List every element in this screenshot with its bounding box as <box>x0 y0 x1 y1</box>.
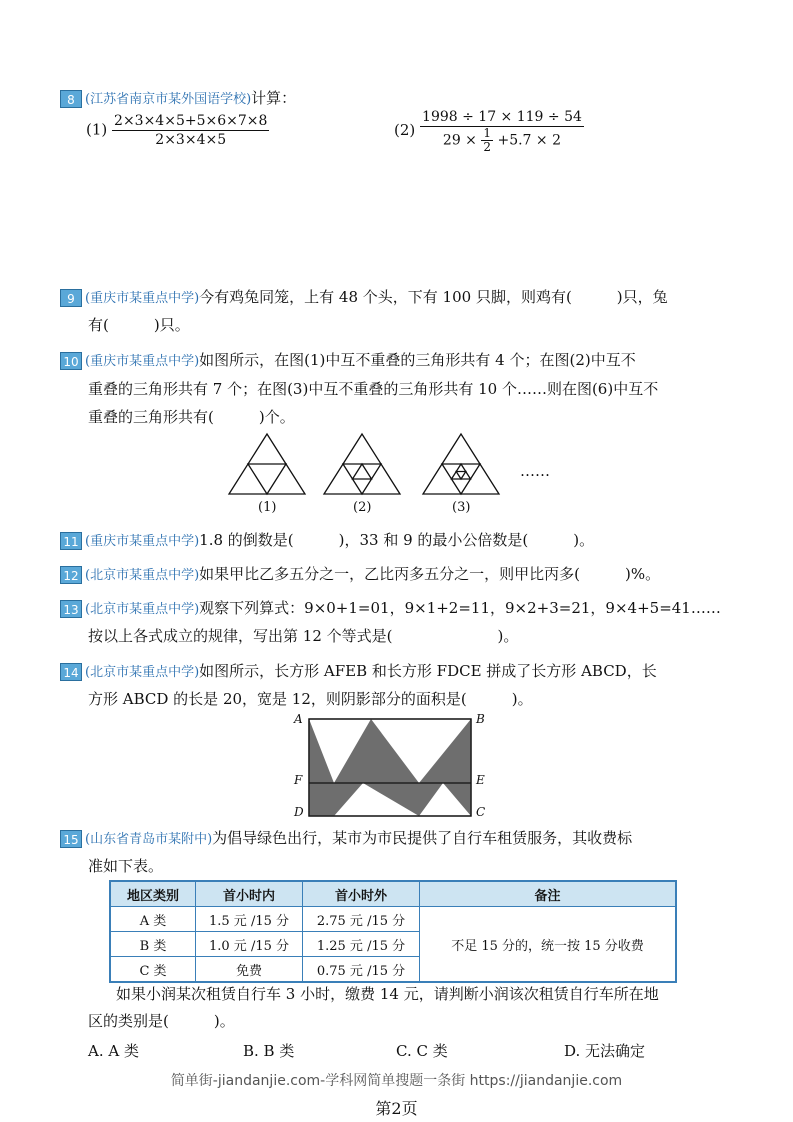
numerator: 1998 ÷ 17 × 119 ÷ 54 <box>422 109 582 125</box>
figure-label: (2) <box>353 500 372 515</box>
figure-label: (3) <box>452 500 471 515</box>
table-cell: 1.25 元 /15 分 <box>303 932 420 957</box>
page-number: 第2页 <box>375 1099 418 1118</box>
question-text: 观察下列算式：9×0+1=01，9×1+2=11，9×2+3=21，9×4+5=41…… <box>199 599 721 617</box>
point-label: A <box>294 712 303 726</box>
denominator: 29 × $\frac{1}{2}$ +5.7 × 2 <box>442 126 562 154</box>
point-label: C <box>476 805 486 819</box>
question-text: 如果小润某次租赁自行车 3 小时，缴费 14 元，请判断小润该次租赁自行车所在地 <box>116 985 659 1003</box>
table-note: 不足 15 分的，统一按 15 分收费 <box>420 907 677 983</box>
question-15 <box>60 828 632 850</box>
question-number: 8 <box>60 90 82 108</box>
question-text: 1.8 的倒数是( )，33 和 9 的最小公倍数是( )。 <box>199 531 595 549</box>
question-text: 为倡导绿色出行，某市为市民提供了自行车租赁服务，其收费标 <box>212 829 633 847</box>
figure-label: (1) <box>258 500 277 515</box>
option-a: A. A 类 <box>88 1042 139 1060</box>
question-number: 10 <box>60 352 82 370</box>
question-14 <box>60 661 657 683</box>
question-text: 有( )只。 <box>88 316 190 334</box>
table-cell: A 类 <box>110 907 196 932</box>
half-fraction: $\frac{1}{2}$ <box>483 126 492 154</box>
question-source: (北京市某重点中学) <box>85 568 200 583</box>
option-d: D. 无法确定 <box>564 1042 646 1060</box>
question-text: 重叠的三角形共有( )个。 <box>88 408 295 426</box>
table-header: 地区类别 <box>110 881 196 907</box>
question-source: (重庆市某重点中学) <box>85 291 200 306</box>
point-label: F <box>294 773 303 787</box>
question-number: 15 <box>60 830 82 848</box>
table-header: 备注 <box>420 881 677 907</box>
question-source: (北京市某重点中学) <box>85 602 200 617</box>
question-text: 重叠的三角形共有 7 个；在图(3)中互不重叠的三角形共有 10 个……则在图(6)中互不 <box>88 380 659 398</box>
table-cell: 1.0 元 /15 分 <box>196 932 303 957</box>
point-label: E <box>476 773 485 787</box>
footer-watermark: 简单街-jiandanjie.com-学科网简单搜题一条街 https://jiandanjie.com <box>170 1073 623 1089</box>
question-number: 9 <box>60 289 82 307</box>
question-text: 如图所示，长方形 AFEB 和长方形 FDCE 拼成了长方形 ABCD，长 <box>199 662 657 680</box>
option-b: B. B 类 <box>243 1042 295 1060</box>
table-cell: 1.5 元 /15 分 <box>196 907 303 932</box>
q8-part2 <box>394 108 584 154</box>
q8-part1 <box>86 112 269 149</box>
denominator: 2×3×4×5 <box>155 132 227 148</box>
option-c: C. C 类 <box>396 1042 448 1060</box>
question-13 <box>60 598 721 620</box>
part-label: (2) <box>394 121 416 139</box>
table-cell: C 类 <box>110 957 196 983</box>
question-12 <box>60 564 660 586</box>
question-text: 准如下表。 <box>88 857 164 875</box>
table-cell: 免费 <box>196 957 303 983</box>
question-text: 如图所示，在图(1)中互不重叠的三角形共有 4 个；在图(2)中互不 <box>199 351 636 369</box>
question-number: 14 <box>60 663 82 681</box>
fraction <box>420 108 584 154</box>
question-text: 计算： <box>251 89 297 107</box>
fee-table <box>109 880 677 983</box>
ellipsis: …… <box>520 462 550 480</box>
table-cell: B 类 <box>110 932 196 957</box>
question-source: (山东省青岛市某附中) <box>85 832 213 847</box>
question-9 <box>60 287 668 309</box>
question-number: 11 <box>60 532 82 550</box>
question-text: 今有鸡兔同笼，上有 48 个头，下有 100 只脚，则鸡有( )只，兔 <box>199 288 668 306</box>
question-source: (重庆市某重点中学) <box>85 534 200 549</box>
table-row <box>110 907 676 932</box>
question-text: 方形 ABCD 的长是 20，宽是 12，则阴影部分的面积是( )。 <box>88 690 533 708</box>
question-10 <box>60 350 636 372</box>
rectangle-figure <box>308 718 473 818</box>
question-text: 如果甲比乙多五分之一，乙比丙多五分之一，则甲比丙多( )%。 <box>199 565 661 583</box>
part-label: (1) <box>86 120 108 139</box>
question-source: (江苏省南京市某外国语学校) <box>85 92 252 107</box>
question-source: (重庆市某重点中学) <box>85 354 200 369</box>
table-header: 首小时外 <box>303 881 420 907</box>
table-header-row <box>110 881 676 907</box>
question-number: 12 <box>60 566 82 584</box>
point-label: B <box>476 712 485 726</box>
question-number: 13 <box>60 600 82 618</box>
table-cell: 0.75 元 /15 分 <box>303 957 420 983</box>
question-11 <box>60 530 594 552</box>
question-text: 区的类别是( )。 <box>88 1012 235 1030</box>
question-8 <box>60 88 296 110</box>
fraction <box>112 112 269 149</box>
table-header: 首小时内 <box>196 881 303 907</box>
question-text: 按以上各式成立的规律，写出第 12 个等式是( )。 <box>88 627 519 645</box>
numerator: 2×3×4×5+5×6×7×8 <box>114 113 268 129</box>
question-source: (北京市某重点中学) <box>85 665 200 680</box>
table-cell: 2.75 元 /15 分 <box>303 907 420 932</box>
point-label: D <box>294 805 304 819</box>
